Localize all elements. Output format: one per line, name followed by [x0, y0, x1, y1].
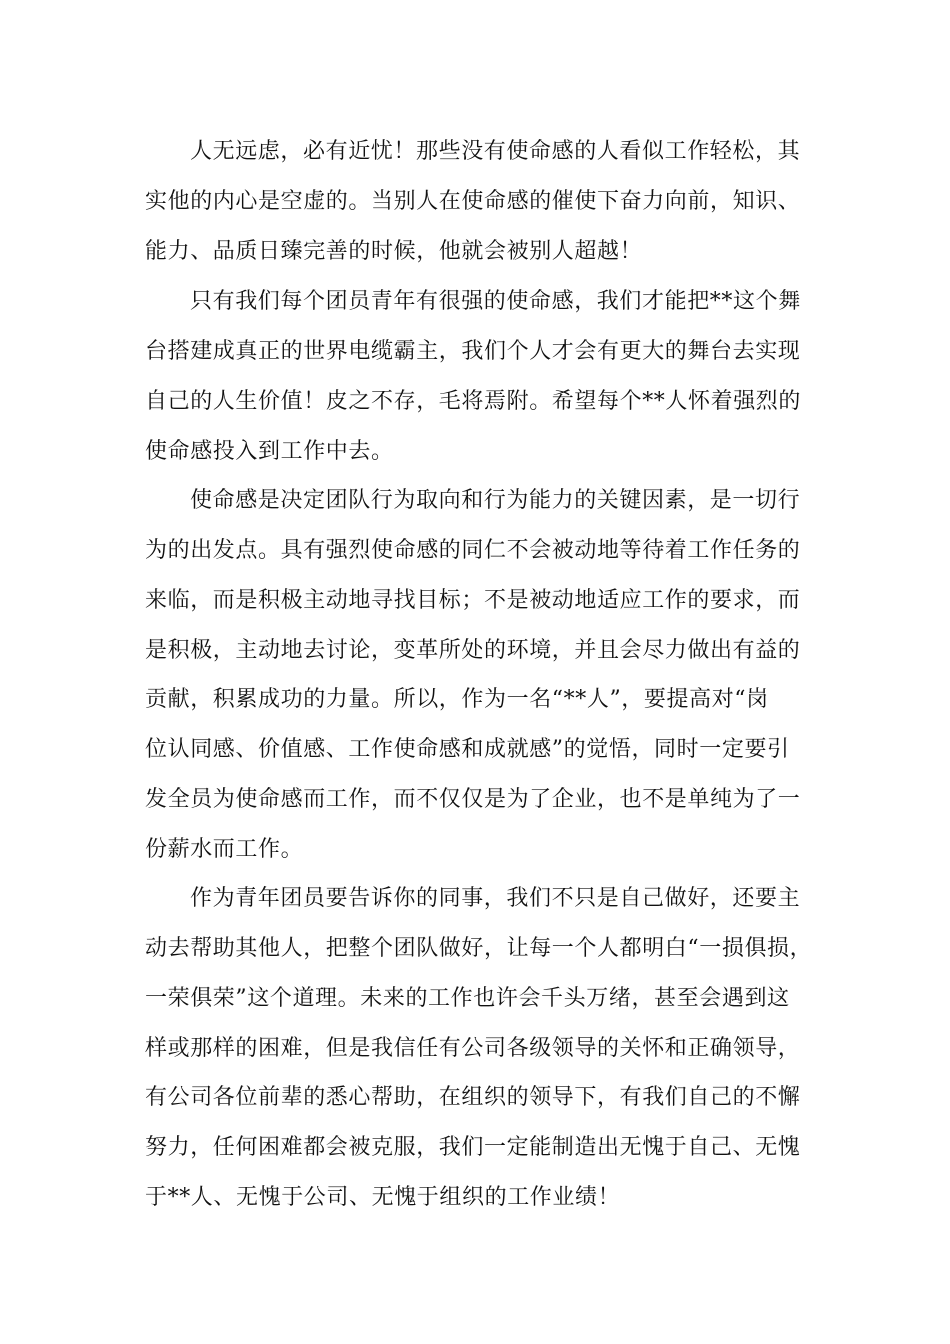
paragraph-3-line-6: 位认同感、价值感、工作使命感和成就感”的觉悟，同时一定要引 — [145, 737, 790, 762]
paragraph-4-line-1: 作为青年团员要告诉你的同事，我们不只是自己做好，还要主 — [190, 886, 801, 911]
paragraph-2-line-1: 只有我们每个团员青年有很强的使命感，我们才能把**这个舞 — [190, 289, 801, 314]
paragraph-3-line-5: 贡献，积累成功的力量。所以，作为一名“**人”，要提高对“岗 — [145, 687, 769, 712]
paragraph-4-line-7: 于**人、无愧于公司、无愧于组织的工作业绩！ — [145, 1185, 621, 1210]
paragraph-3-line-4: 是积极，主动地去讨论，变革所处的环境，并且会尽力做出有益的 — [145, 638, 801, 663]
paragraph-3-line-1: 使命感是决定团队行为取向和行为能力的关键因素，是一切行 — [190, 488, 801, 513]
paragraph-4-line-5: 有公司各位前辈的悉心帮助，在组织的领导下，有我们自己的不懈 — [145, 1085, 801, 1110]
paragraph-2-line-4: 使命感投入到工作中去。 — [145, 439, 394, 464]
paragraph-4-line-4: 样或那样的困难，但是我信任有公司各级领导的关怀和正确领导， — [145, 1036, 801, 1061]
paragraph-4-line-3: 一荣俱荣”这个道理。未来的工作也许会千头万绪，甚至会遇到这 — [145, 986, 790, 1011]
paragraph-2-line-2: 台搭建成真正的世界电缆霸主，我们个人才会有更大的舞台去实现 — [145, 339, 801, 364]
paragraph-4-line-6: 努力，任何困难都会被克服，我们一定能制造出无愧于自己、无愧 — [145, 1135, 801, 1160]
paragraph-3-line-7: 发全员为使命感而工作，而不仅仅是为了企业，也不是单纯为了一 — [145, 787, 801, 812]
paragraph-3-line-8: 份薪水而工作。 — [145, 837, 304, 862]
paragraph-1-line-3: 能力、品质日臻完善的时候，他就会被别人超越！ — [145, 239, 643, 264]
paragraph-1-line-1: 人无远虑，必有近忧！那些没有使命感的人看似工作轻松，其 — [190, 139, 801, 164]
paragraph-3-line-3: 来临，而是积极主动地寻找目标；不是被动地适应工作的要求，而 — [145, 588, 801, 613]
paragraph-3-line-2: 为的出发点。具有强烈使命感的同仁不会被动地等待着工作任务的 — [145, 538, 801, 563]
paragraph-1-line-2: 实他的内心是空虚的。当别人在使命感的催使下奋力向前，知识、 — [145, 189, 801, 214]
paragraph-2-line-3: 自己的人生价值！皮之不存，毛将焉附。希望每个**人怀着强烈的 — [145, 389, 802, 414]
paragraph-4-line-2: 动去帮助其他人，把整个团队做好，让每一个人都明白“一损俱损， — [145, 936, 813, 961]
